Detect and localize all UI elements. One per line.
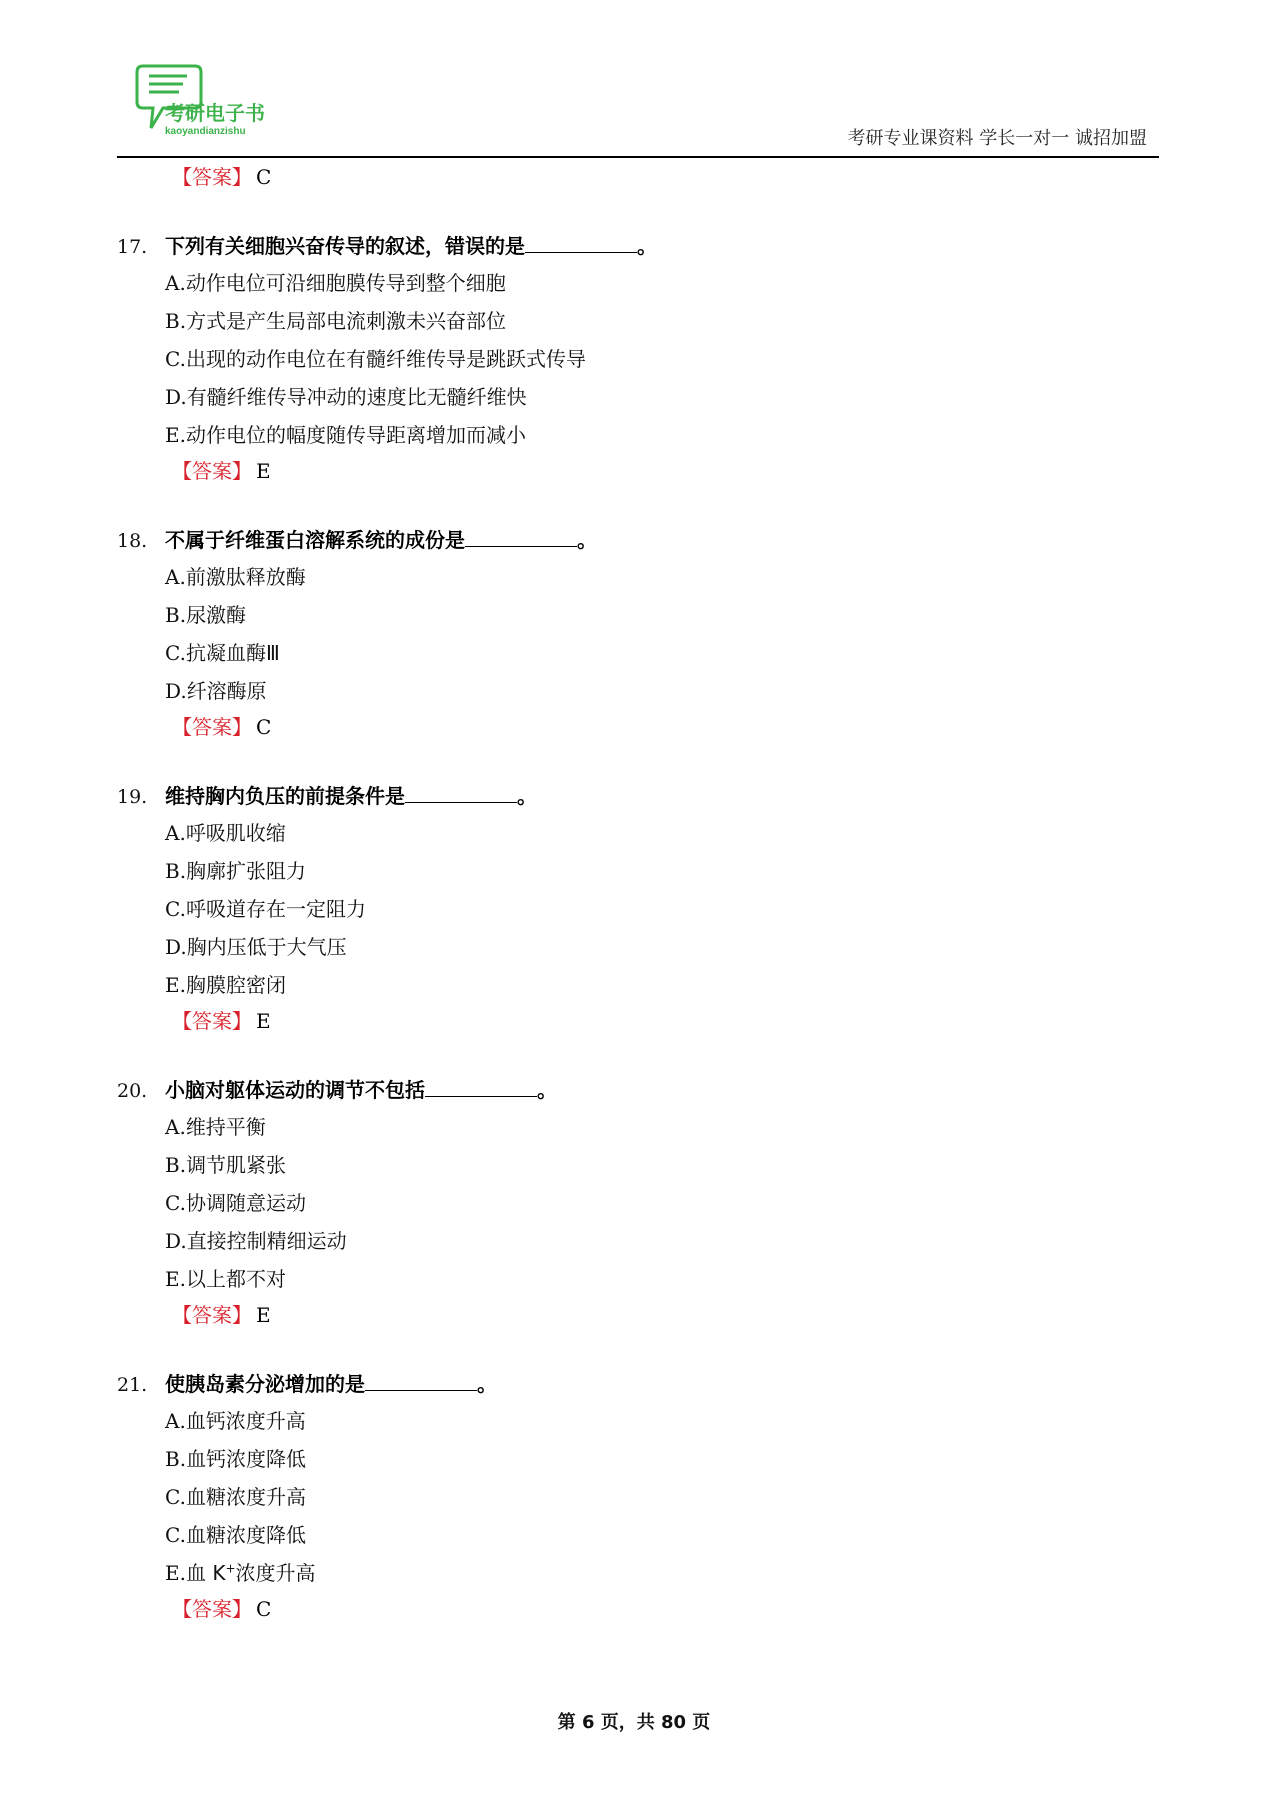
- option-letter: E.: [165, 1561, 186, 1585]
- question-number: 20.: [117, 1080, 148, 1102]
- answer-line: [117, 1298, 1117, 1332]
- option-letter: D.: [165, 385, 187, 409]
- question-text: 使胰岛素分泌增加的是: [165, 1372, 365, 1396]
- answer-label: 【答案】: [172, 1303, 252, 1327]
- question-end: 。: [537, 1078, 557, 1102]
- option-letter: A.: [165, 1409, 186, 1433]
- option-letter: A.: [165, 565, 186, 589]
- option-letter: B.: [165, 1447, 187, 1471]
- option-b: [117, 852, 1117, 890]
- option-text-post: 浓度升高: [235, 1561, 316, 1585]
- option-text: 胸膜腔密闭: [185, 973, 286, 997]
- option-d: [117, 672, 1117, 710]
- option-letter: B.: [165, 859, 187, 883]
- answer-label: 【答案】: [172, 1009, 252, 1033]
- answer-line: [117, 710, 1117, 744]
- option-letter: E.: [165, 973, 186, 997]
- option-text: 呼吸道存在一定阻力: [185, 897, 366, 921]
- question-end: 。: [477, 1372, 497, 1396]
- question-text: 下列有关细胞兴奋传导的叙述，错误的是: [165, 234, 525, 258]
- option-letter: E.: [165, 1267, 186, 1291]
- option-text: 前激肽释放酶: [185, 565, 306, 589]
- question-stem: [117, 228, 1117, 264]
- question-19: [117, 778, 1117, 1038]
- answer-blank: [465, 528, 577, 547]
- option-letter: E.: [165, 423, 186, 447]
- option-text: 纤溶酶原: [186, 679, 267, 703]
- option-text: 有髓纤维传导冲动的速度比无髓纤维快: [186, 385, 527, 409]
- option-text: 抗凝血酶Ⅲ: [185, 641, 280, 665]
- question-number: 18.: [117, 530, 148, 552]
- answer-value: E: [256, 459, 271, 483]
- option-letter: C.: [165, 347, 186, 371]
- option-text: 血糖浓度升高: [185, 1485, 306, 1509]
- option-letter: A.: [165, 271, 186, 295]
- question-stem: [117, 1072, 1117, 1108]
- question-end: 。: [577, 528, 597, 552]
- option-d: [117, 1222, 1117, 1260]
- answer-line: [117, 1592, 1117, 1626]
- option-text: 血钙浓度升高: [185, 1409, 306, 1433]
- header-divider: [117, 156, 1159, 158]
- option-letter: D.: [165, 935, 187, 959]
- question-list: [117, 160, 1117, 1626]
- answer-value: E: [256, 1303, 271, 1327]
- answer-line: [117, 454, 1117, 488]
- question-number: 17.: [117, 236, 148, 258]
- answer-label: 【答案】: [172, 459, 252, 483]
- option-letter: C.: [165, 641, 186, 665]
- option-a: [117, 558, 1117, 596]
- question-20: [117, 1072, 1117, 1332]
- option-a: [117, 264, 1117, 302]
- option-b: [117, 1146, 1117, 1184]
- option-text: 协调随意运动: [185, 1191, 306, 1215]
- question-end: 。: [637, 234, 657, 258]
- option-c: [117, 890, 1117, 928]
- option-text: 胸内压低于大气压: [186, 935, 347, 959]
- header-tagline: 考研专业课资料 学长一对一 诚招加盟: [847, 128, 1147, 149]
- logo-cn-text: 考研电子书: [165, 103, 265, 125]
- option-text: 胸廓扩张阻力: [186, 859, 307, 883]
- page-header: [117, 58, 1159, 158]
- answer-value: C: [256, 165, 272, 189]
- answer-label: 【答案】: [172, 1597, 252, 1621]
- question-stem: [117, 522, 1117, 558]
- option-b: [117, 1440, 1117, 1478]
- option-a: [117, 1108, 1117, 1146]
- question-number: 19.: [117, 786, 148, 808]
- question-text: 小脑对躯体运动的调节不包括: [165, 1078, 425, 1102]
- option-a: [117, 814, 1117, 852]
- question-number: 21.: [117, 1374, 148, 1396]
- option-letter: C.: [165, 1191, 186, 1215]
- option-text: 以上都不对: [185, 1267, 286, 1291]
- option-text: 血钙浓度降低: [186, 1447, 307, 1471]
- question-18: [117, 522, 1117, 744]
- option-text: 血糖浓度降低: [185, 1523, 306, 1547]
- answer-blank: [525, 234, 637, 253]
- answer-value: E: [256, 1009, 271, 1033]
- answer-blank: [405, 784, 517, 803]
- option-letter: D.: [165, 1229, 187, 1253]
- option-e: [117, 966, 1117, 1004]
- question-text: 维持胸内负压的前提条件是: [165, 784, 405, 808]
- answer-label: 【答案】: [172, 165, 252, 189]
- option-text: 尿激酶: [186, 603, 247, 627]
- option-text: 呼吸肌收缩: [185, 821, 286, 845]
- question-end: 。: [517, 784, 537, 808]
- option-letter: C.: [165, 897, 186, 921]
- option-c: [117, 1478, 1117, 1516]
- option-letter: A.: [165, 1115, 186, 1139]
- answer-value: C: [256, 1597, 272, 1621]
- option-d: [117, 1516, 1117, 1554]
- option-c: [117, 340, 1117, 378]
- option-c: [117, 1184, 1117, 1222]
- question-17: [117, 228, 1117, 488]
- kaoyan-logo-icon: [135, 62, 285, 152]
- option-c: [117, 634, 1117, 672]
- option-letter: B.: [165, 603, 187, 627]
- option-letter: A.: [165, 821, 186, 845]
- option-text: 调节肌紧张: [186, 1153, 287, 1177]
- option-text: 方式是产生局部电流刺激未兴奋部位: [186, 309, 507, 333]
- answer-line: [117, 160, 1117, 194]
- page-footer: 第 6 页，共 80 页: [557, 1712, 711, 1733]
- option-e: [117, 1554, 1117, 1592]
- option-text: 出现的动作电位在有髓纤维传导是跳跃式传导: [185, 347, 586, 371]
- option-b: [117, 596, 1117, 634]
- question-text: 不属于纤维蛋白溶解系统的成份是: [165, 528, 465, 552]
- answer-label: 【答案】: [172, 715, 252, 739]
- option-letter: B.: [165, 1153, 187, 1177]
- option-text: 动作电位的幅度随传导距离增加而减小: [185, 423, 526, 447]
- option-text: 直接控制精细运动: [186, 1229, 347, 1253]
- answer-blank: [425, 1078, 537, 1097]
- option-superscript: +: [225, 1561, 236, 1576]
- option-a: [117, 1402, 1117, 1440]
- question-21: [117, 1366, 1117, 1626]
- option-b: [117, 302, 1117, 340]
- logo-en-text: kaoyandianzishu: [165, 126, 246, 137]
- answer-line: [117, 1004, 1117, 1038]
- option-d: [117, 928, 1117, 966]
- question-stem: [117, 1366, 1117, 1402]
- option-letter: C.: [165, 1485, 186, 1509]
- option-text: 动作电位可沿细胞膜传导到整个细胞: [185, 271, 506, 295]
- answer-blank: [365, 1372, 477, 1391]
- answer-value: C: [256, 715, 272, 739]
- option-e: [117, 1260, 1117, 1298]
- option-letter: D.: [165, 679, 187, 703]
- option-d: [117, 378, 1117, 416]
- option-letter: C.: [165, 1523, 186, 1547]
- question-stem: [117, 778, 1117, 814]
- option-text-pre: 血 K: [185, 1561, 226, 1585]
- option-e: [117, 416, 1117, 454]
- option-text: 维持平衡: [185, 1115, 266, 1139]
- option-letter: B.: [165, 309, 187, 333]
